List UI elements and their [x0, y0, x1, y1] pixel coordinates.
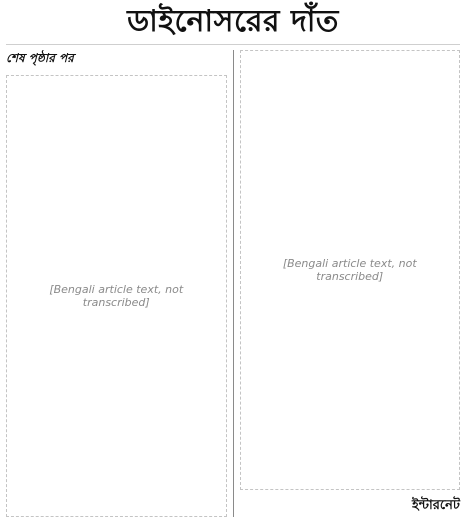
left-column-body-placeholder: [Bengali article text, not transcribed] — [6, 75, 227, 517]
continued-from-label: শেষ পৃষ্ঠার পর — [6, 51, 74, 65]
right-column-body-placeholder: [Bengali article text, not transcribed] — [240, 50, 461, 490]
left-column — [6, 50, 233, 517]
headline: ডাইনোসরের দাঁত — [127, 3, 339, 39]
masthead — [6, 0, 460, 45]
right-column — [234, 50, 461, 517]
article-columns — [6, 50, 460, 517]
source-credit: ইন্টারনেট — [412, 498, 460, 513]
